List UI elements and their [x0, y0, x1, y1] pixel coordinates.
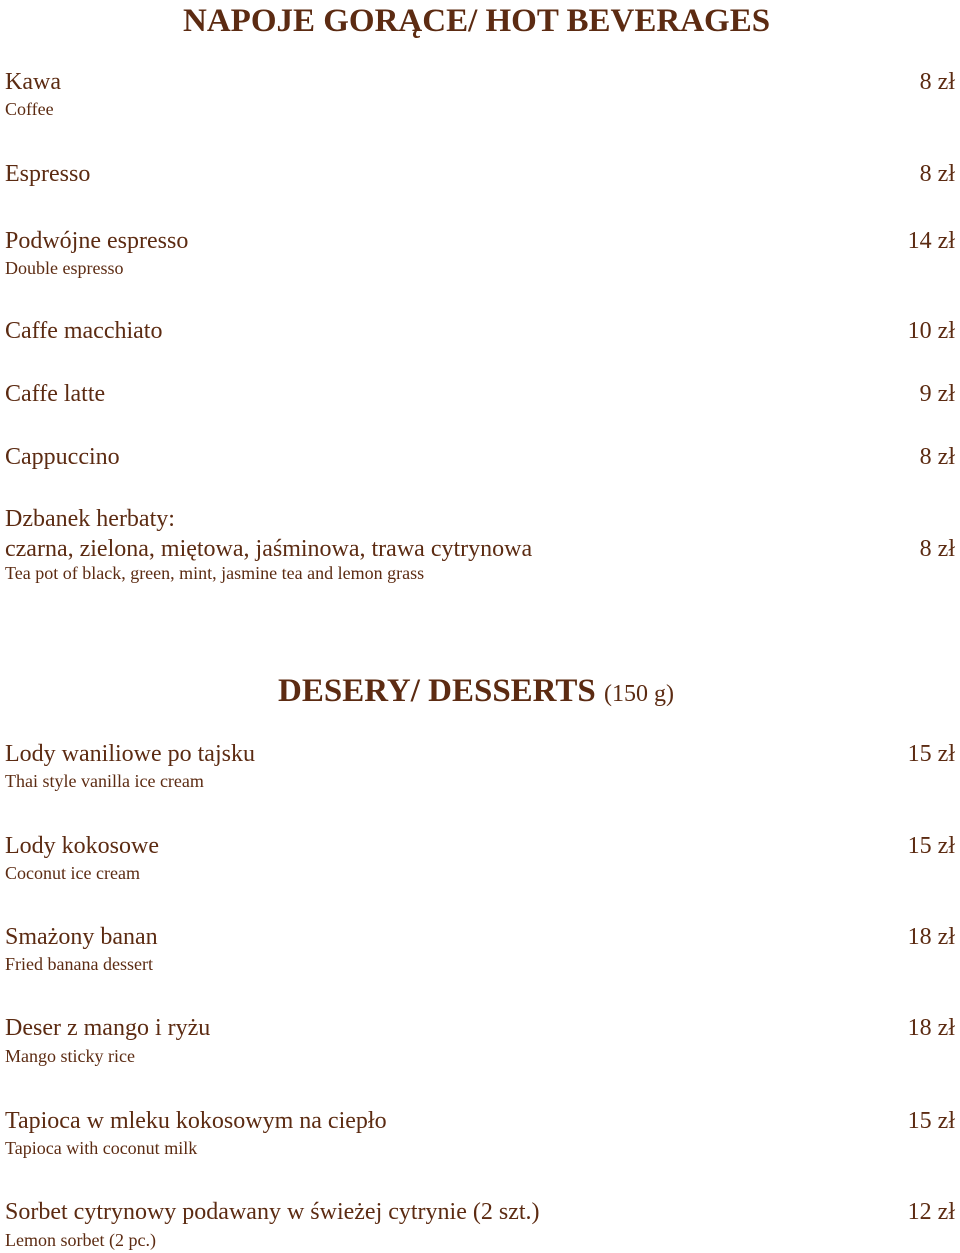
menu-item-price: 15 zł [907, 833, 955, 859]
menu-item-name: Lody waniliowe po tajsku [5, 741, 255, 767]
menu-item-name: Caffe latte [5, 381, 106, 407]
menu-item-name: Podwójne espresso [5, 228, 189, 254]
section-title-desserts-text: DESERY/ DESSERTS [278, 673, 596, 709]
menu-item-name: Tapioca w mleku kokosowym na ciepło [5, 1108, 387, 1134]
menu-item-price: 8 zł [919, 444, 955, 470]
menu-item-translation: Tea pot of black, green, mint, jasmine tea and lemon grass [5, 563, 425, 583]
menu-item-name: Lody kokosowe [5, 833, 159, 859]
menu-item-name: Kawa [5, 69, 61, 95]
menu-item-price: 18 zł [907, 1015, 955, 1041]
menu-item-price: 14 zł [907, 228, 955, 254]
menu-item-price: 12 zł [907, 1199, 955, 1225]
menu-item-translation: Lemon sorbet (2 pc.) [5, 1230, 156, 1250]
menu-item-translation: Double espresso [5, 258, 124, 278]
menu-item-name: Cappuccino [5, 444, 120, 470]
menu-item-name: Sorbet cytrynowy podawany w świeżej cytrynie (2 szt.) [5, 1199, 540, 1225]
menu-item-translation: Thai style vanilla ice cream [5, 771, 204, 791]
menu-item-name: Caffe macchiato [5, 318, 163, 344]
menu-item-price: 8 zł [919, 161, 955, 187]
section-title-hot-beverages: NAPOJE GORĄCE/ HOT BEVERAGES [183, 3, 771, 39]
menu-item-translation: Mango sticky rice [5, 1046, 135, 1066]
menu-item-price: 18 zł [907, 924, 955, 950]
menu-item-translation: Coconut ice cream [5, 863, 140, 883]
menu-item-description: czarna, zielona, miętowa, jaśminowa, trawa cytrynowa [5, 536, 533, 562]
menu-item-translation: Tapioca with coconut milk [5, 1138, 198, 1158]
menu-item-translation: Fried banana dessert [5, 954, 153, 974]
menu-item-price: 8 zł [919, 69, 955, 95]
menu-item-price: 9 zł [919, 381, 955, 407]
menu-item-price: 15 zł [907, 741, 955, 767]
menu-item-name: Espresso [5, 161, 91, 187]
menu-item-translation: Coffee [5, 99, 54, 119]
section-title-desserts [278, 675, 674, 708]
portion-size: (150 g) [603, 681, 674, 707]
menu-item-name: Dzbanek herbaty: [5, 506, 175, 532]
menu-item-name: Smażony banan [5, 924, 158, 950]
menu-item-price: 8 zł [919, 536, 955, 562]
menu-item-name: Deser z mango i ryżu [5, 1015, 211, 1041]
menu-item-price: 15 zł [907, 1108, 955, 1134]
menu-item-price: 10 zł [907, 318, 955, 344]
